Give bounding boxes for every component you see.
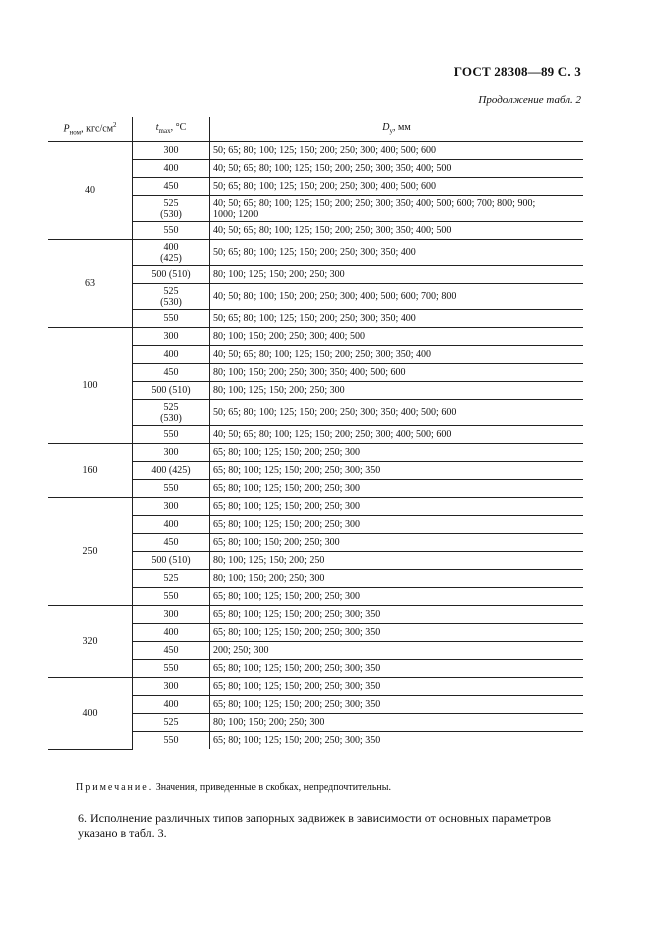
diameter-cell: 50; 65; 80; 100; 125; 150; 200; 250; 300; 400; 500; 600 xyxy=(210,178,584,196)
diameter-cell: 65; 80; 100; 125; 150; 200; 250; 300; 350 xyxy=(210,678,584,696)
diameter-cell: 40; 50; 65; 80; 100; 125; 150; 200; 250; 300; 350; 400; 500; 600; 700; 800; 900; 1000; 1200 xyxy=(210,196,584,222)
temperature-cell: 525 (530) xyxy=(133,400,210,426)
diameter-cell: 80; 100; 150; 200; 250; 300 xyxy=(210,714,584,732)
temperature-cell: 525 (530) xyxy=(133,196,210,222)
diameter-cell: 65; 80; 100; 150; 200; 250; 300 xyxy=(210,534,584,552)
temperature-cell: 300 xyxy=(133,444,210,462)
diameter-cell: 40; 50; 65; 80; 100; 125; 150; 200; 250; 300; 350; 400; 500 xyxy=(210,160,584,178)
paragraph-6: 6. Исполнение различных типов запорных задвижек в зависимости от основных параметров указано в табл. 3. xyxy=(78,811,552,840)
parameters-table xyxy=(48,117,583,750)
temperature-cell: 525 xyxy=(133,570,210,588)
header-temperature: $t_{max}$, °C xyxy=(133,117,210,142)
table-note: Примечание. Значения, приведенные в скобках, непредпочтительны. xyxy=(76,782,391,793)
pressure-cell: 320 xyxy=(48,606,133,678)
diameter-cell: 80; 100; 125; 150; 200; 250; 300 xyxy=(210,266,584,284)
diameter-cell: 65; 80; 100; 125; 150; 200; 250; 300; 350 xyxy=(210,624,584,642)
diameter-cell: 80; 100; 125; 150; 200; 250 xyxy=(210,552,584,570)
temperature-cell: 400 xyxy=(133,696,210,714)
table-row xyxy=(48,678,583,696)
diameter-cell: 40; 50; 80; 100; 150; 200; 250; 300; 400; 500; 600; 700; 800 xyxy=(210,284,584,310)
diameter-cell: 80; 100; 125; 150; 200; 250; 300 xyxy=(210,382,584,400)
diameter-cell: 50; 65; 80; 100; 125; 150; 200; 250; 300; 350; 400 xyxy=(210,310,584,328)
pressure-cell: 63 xyxy=(48,240,133,328)
diameter-cell: 80; 100; 150; 200; 250; 300 xyxy=(210,570,584,588)
pressure-cell: 400 xyxy=(48,678,133,750)
table-row xyxy=(48,498,583,516)
diameter-cell: 40; 50; 65; 80; 100; 125; 150; 200; 250; 300; 400; 500; 600 xyxy=(210,426,584,444)
table-row xyxy=(48,328,583,346)
temperature-cell: 400 (425) xyxy=(133,462,210,480)
pressure-cell: 40 xyxy=(48,142,133,240)
temperature-cell: 400 xyxy=(133,160,210,178)
diameter-cell: 65; 80; 100; 125; 150; 200; 250; 300 xyxy=(210,480,584,498)
table-row xyxy=(48,142,583,160)
diameter-cell: 65; 80; 100; 125; 150; 200; 250; 300; 350 xyxy=(210,732,584,750)
header-pressure: $P_{ном}$, кгс/$см^2$ xyxy=(48,117,133,142)
diameter-cell: 65; 80; 100; 125; 150; 200; 250; 300 xyxy=(210,498,584,516)
diameter-cell: 50; 65; 80; 100; 125; 150; 200; 250; 300; 350; 400; 500; 600 xyxy=(210,400,584,426)
temperature-cell: 500 (510) xyxy=(133,382,210,400)
temperature-cell: 400 xyxy=(133,624,210,642)
temperature-cell: 550 xyxy=(133,732,210,750)
temperature-cell: 300 xyxy=(133,498,210,516)
temperature-cell: 300 xyxy=(133,328,210,346)
temperature-cell: 525 xyxy=(133,714,210,732)
diameter-cell: 80; 100; 150; 200; 250; 300; 400; 500 xyxy=(210,328,584,346)
temperature-cell: 300 xyxy=(133,142,210,160)
table-row xyxy=(48,444,583,462)
table-row xyxy=(48,240,583,266)
diameter-cell: 65; 80; 100; 125; 150; 200; 250; 300; 350 xyxy=(210,660,584,678)
table-row xyxy=(48,606,583,624)
diameter-cell: 50; 65; 80; 100; 125; 150; 200; 250; 300; 350; 400 xyxy=(210,240,584,266)
temperature-cell: 550 xyxy=(133,222,210,240)
pressure-cell: 160 xyxy=(48,444,133,498)
temperature-cell: 450 xyxy=(133,534,210,552)
diameter-cell: 65; 80; 100; 125; 150; 200; 250; 300 xyxy=(210,516,584,534)
diameter-cell: 40; 50; 65; 80; 100; 125; 150; 200; 250; 300; 350; 400 xyxy=(210,346,584,364)
temperature-cell: 550 xyxy=(133,426,210,444)
diameter-cell: 65; 80; 100; 125; 150; 200; 250; 300 xyxy=(210,588,584,606)
header-diameter: $D_у$, мм xyxy=(210,117,584,142)
temperature-cell: 525 (530) xyxy=(133,284,210,310)
diameter-cell: 40; 50; 65; 80; 100; 125; 150; 200; 250; 300; 350; 400; 500 xyxy=(210,222,584,240)
temperature-cell: 300 xyxy=(133,606,210,624)
diameter-cell: 65; 80; 100; 125; 150; 200; 250; 300; 350 xyxy=(210,462,584,480)
temperature-cell: 550 xyxy=(133,588,210,606)
temperature-cell: 550 xyxy=(133,480,210,498)
table-continuation-label: Продолжение табл. 2 xyxy=(478,94,581,106)
page-header: ГОСТ 28308—89 С. 3 xyxy=(453,64,581,79)
temperature-cell: 500 (510) xyxy=(133,552,210,570)
temperature-cell: 550 xyxy=(133,310,210,328)
pressure-cell: 250 xyxy=(48,498,133,606)
temperature-cell: 400 xyxy=(133,346,210,364)
table-header-row xyxy=(48,117,583,142)
diameter-cell: 65; 80; 100; 125; 150; 200; 250; 300; 350 xyxy=(210,696,584,714)
temperature-cell: 300 xyxy=(133,678,210,696)
temperature-cell: 450 xyxy=(133,642,210,660)
temperature-cell: 500 (510) xyxy=(133,266,210,284)
pressure-cell: 100 xyxy=(48,328,133,444)
temperature-cell: 400 (425) xyxy=(133,240,210,266)
diameter-cell: 50; 65; 80; 100; 125; 150; 200; 250; 300; 400; 500; 600 xyxy=(210,142,584,160)
temperature-cell: 450 xyxy=(133,364,210,382)
diameter-cell: 65; 80; 100; 125; 150; 200; 250; 300 xyxy=(210,444,584,462)
temperature-cell: 550 xyxy=(133,660,210,678)
temperature-cell: 450 xyxy=(133,178,210,196)
diameter-cell: 80; 100; 150; 200; 250; 300; 350; 400; 500; 600 xyxy=(210,364,584,382)
diameter-cell: 200; 250; 300 xyxy=(210,642,584,660)
temperature-cell: 400 xyxy=(133,516,210,534)
diameter-cell: 65; 80; 100; 125; 150; 200; 250; 300; 350 xyxy=(210,606,584,624)
